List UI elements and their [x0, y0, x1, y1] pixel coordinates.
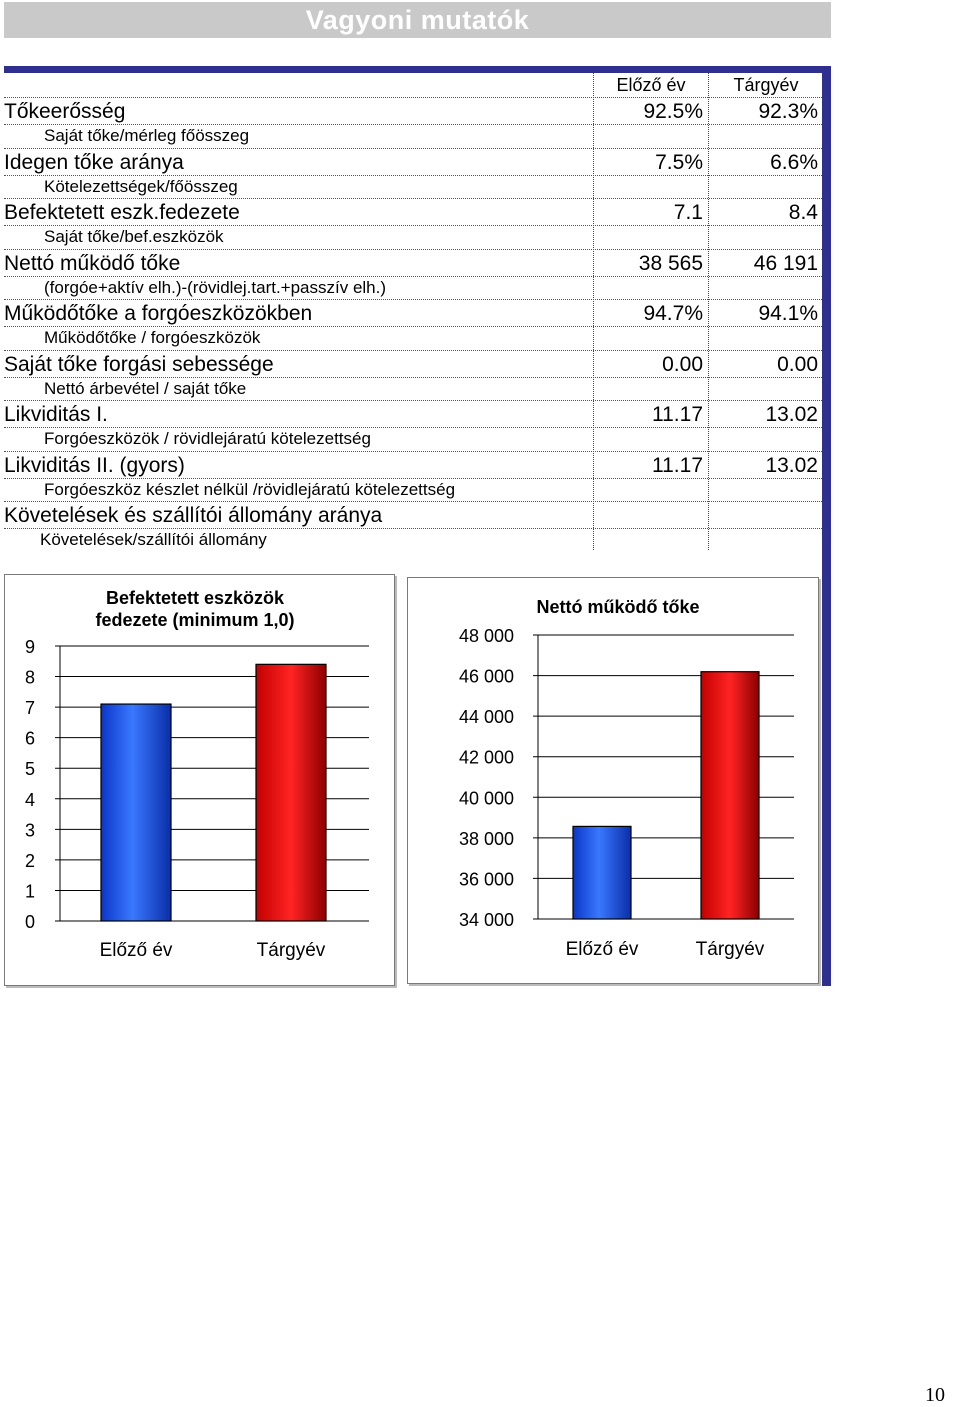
y-tick-label: 7 [24, 698, 35, 719]
row-name: Likviditás II. (gyors) [4, 454, 185, 477]
row-value-curr: 0.00 [777, 353, 818, 376]
chart-svg [408, 578, 818, 983]
bar-current-year [701, 672, 759, 919]
row-value-curr: 6.6% [770, 151, 818, 174]
x-category-label: Tárgyév [256, 940, 326, 961]
title-bar [4, 2, 831, 38]
column-header-prev: Előző év [616, 75, 686, 95]
row-formula: Saját tőke/mérleg főösszeg [44, 126, 250, 145]
y-tick-label: 48 000 [458, 626, 514, 646]
row-value-curr: 13.02 [765, 454, 818, 477]
chart-title: fedezete (minimum 1,0) [95, 610, 295, 630]
row-name: Működőtőke a forgóeszközökben [4, 302, 313, 325]
y-tick-label: 38 000 [458, 828, 514, 849]
chart-svg [5, 575, 394, 985]
row-value-prev: 11.17 [652, 454, 703, 477]
row-name: Nettó működő tőke [4, 252, 181, 275]
row-value-prev: 38 565 [638, 252, 703, 275]
bar-current-year [256, 664, 326, 921]
row-value-curr: 94.1% [758, 302, 818, 325]
row-value-curr: 46 191 [753, 252, 818, 275]
x-category-label: Előző év [99, 940, 173, 961]
y-tick-label: 8 [24, 667, 35, 688]
row-formula: (forgóe+aktív elh.)-(rövidlej.tart.+passzív elh.) [44, 278, 387, 297]
y-tick-label: 46 000 [458, 666, 514, 687]
row-name: Befektetett eszk.fedezete [4, 201, 240, 224]
row-separator [4, 148, 822, 149]
table-top-border [4, 66, 830, 73]
row-name: Likviditás I. [4, 403, 108, 426]
chart-title: Nettó működő tőke [536, 597, 700, 617]
row-value-curr [712, 504, 818, 528]
y-tick-label: 36 000 [458, 869, 514, 890]
row-value-curr: 8.4 [788, 201, 818, 224]
chart-title: Befektetett eszközök [105, 588, 285, 608]
row-value-curr: 92.3% [758, 100, 818, 123]
y-tick-label: 3 [24, 820, 35, 841]
row-separator [4, 299, 822, 300]
row-value-prev [596, 504, 703, 528]
row-value-curr: 13.02 [765, 403, 818, 426]
y-tick-label: 44 000 [458, 707, 514, 728]
row-separator [4, 400, 822, 401]
row-separator [4, 478, 822, 479]
row-value-prev: 94.7% [643, 302, 703, 325]
row-value-prev: 92.5% [643, 100, 703, 123]
y-tick-label: 6 [24, 728, 35, 749]
row-formula: Kötelezettségek/főösszeg [44, 177, 238, 196]
y-tick-label: 1 [24, 881, 35, 902]
y-tick-label: 9 [24, 637, 35, 657]
table-right-border [822, 66, 831, 986]
bar-prev-year [573, 826, 631, 919]
y-tick-label: 42 000 [458, 747, 514, 768]
row-formula: Forgóeszközök / rövidlejáratú kötelezettség [44, 429, 371, 448]
y-tick-label: 4 [24, 789, 35, 810]
row-name: Saját tőke forgási sebessége [4, 353, 274, 376]
row-value-prev: 0.00 [662, 353, 703, 376]
row-formula: Forgóeszköz készlet nélkül /rövidlejáratú kötelezettség [44, 480, 456, 499]
page-title: Vagyoni mutatók [305, 5, 530, 35]
row-separator [4, 198, 822, 199]
row-value-prev: 7.1 [673, 201, 703, 224]
chart-net-working-capital [407, 577, 819, 984]
row-separator [4, 276, 822, 277]
row-separator [4, 528, 822, 529]
row-separator [4, 377, 822, 378]
y-tick-label: 0 [24, 912, 35, 932]
row-separator [4, 97, 822, 98]
row-formula: Követelések/szállítói állomány [40, 530, 267, 549]
y-tick-label: 40 000 [458, 788, 514, 809]
y-tick-label: 34 000 [458, 910, 514, 930]
row-separator [4, 175, 822, 176]
row-separator [4, 350, 822, 351]
x-category-label: Tárgyév [695, 939, 765, 960]
row-separator [4, 124, 822, 125]
row-name: Idegen tőke aránya [4, 151, 184, 174]
x-category-label: Előző év [565, 939, 639, 960]
row-separator [4, 225, 822, 226]
bar-prev-year [101, 704, 171, 921]
page-number: 10 [925, 1384, 945, 1406]
column-header-curr: Tárgyév [733, 75, 799, 95]
y-tick-label: 5 [24, 759, 35, 780]
row-name: Tőkeerősség [4, 100, 126, 123]
row-separator [4, 249, 822, 250]
row-name: Követelések és szállítói állomány aránya [4, 504, 383, 527]
row-value-prev: 7.5% [655, 151, 703, 174]
row-separator [4, 451, 822, 452]
row-separator [4, 501, 822, 502]
row-separator [4, 427, 822, 428]
chart-fixed-assets-coverage [4, 574, 395, 986]
row-value-prev: 11.17 [652, 403, 703, 426]
row-formula: Nettó árbevétel / saját tőke [44, 379, 247, 398]
y-tick-label: 2 [24, 850, 35, 871]
row-formula: Működőtőke / forgóeszközök [44, 328, 261, 347]
row-formula: Saját tőke/bef.eszközök [44, 227, 224, 246]
row-separator [4, 326, 822, 327]
